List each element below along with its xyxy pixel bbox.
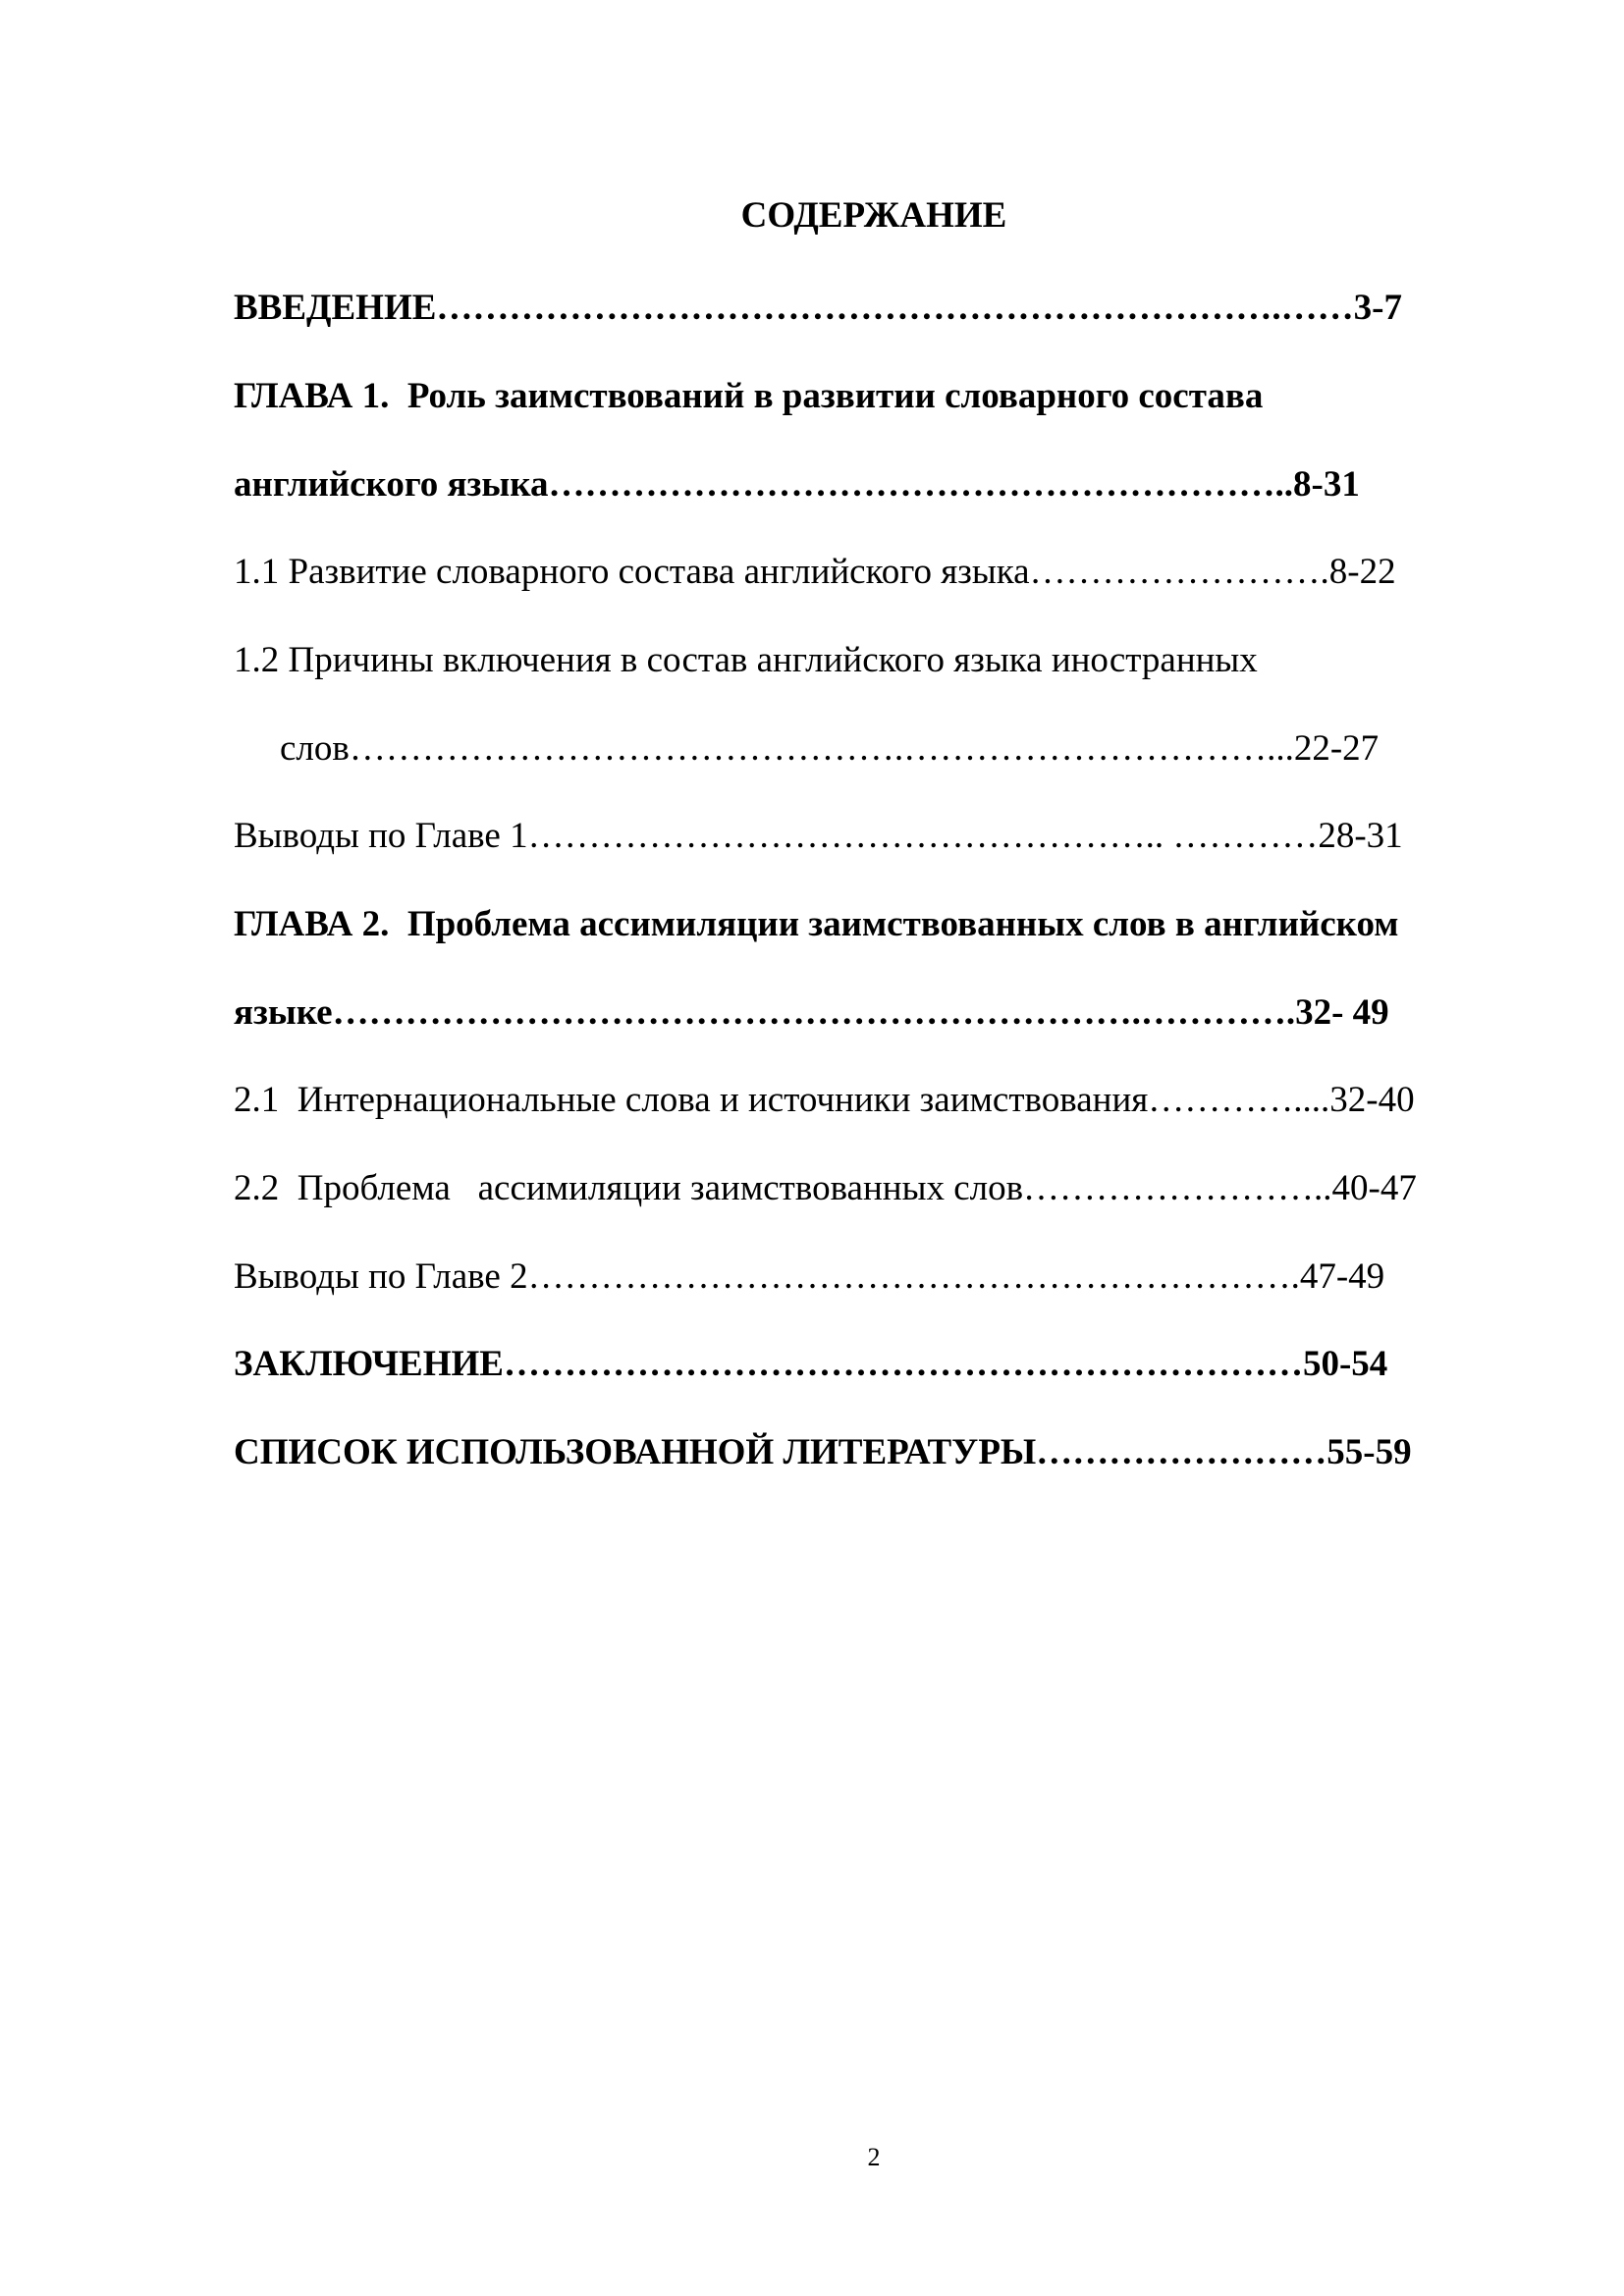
toc-entry-conclusion: ЗАКЛЮЧЕНИЕ…………………………………………………………50-54 bbox=[234, 1344, 1388, 1384]
toc-entry-conclusions-chapter-2: Выводы по Главе 2……………………………………………………….47-49 bbox=[234, 1256, 1385, 1297]
toc-entry-references: СПИСОК ИСПОЛЬЗОВАННОЙ ЛИТЕРАТУРЫ……………………55-59 bbox=[234, 1432, 1412, 1472]
page-number: 2 bbox=[867, 2143, 881, 2171]
toc-entry-conclusions-chapter-1: Выводы по Главе 1…………………………………………….. …………28-31 bbox=[234, 816, 1403, 856]
toc-entry-chapter-2-title-cont: языке………………………………………………………….………….32- 49 bbox=[234, 992, 1389, 1033]
toc-entry-section-2-2: 2.2 Проблема ассимиляции заимствованных слов……………………..40-47 bbox=[234, 1168, 1417, 1208]
toc-entry-chapter-2-title: ГЛАВА 2. Проблема ассимиляции заимствованных слов в английском bbox=[234, 904, 1399, 944]
toc-entry-section-1-2: 1.2 Причины включения в состав английского языка иностранных bbox=[234, 640, 1258, 680]
toc-entry-section-2-1: 2.1 Интернациональные слова и источники заимствования…………....32-40 bbox=[234, 1080, 1415, 1120]
toc-entry-chapter-1-title: ГЛАВА 1. Роль заимствований в развитии словарного состава bbox=[234, 376, 1264, 416]
toc-entry-section-1-2-cont: слов……………………………………….…………………………...22-27 bbox=[280, 728, 1380, 769]
page-title: СОДЕРЖАНИЕ bbox=[740, 195, 1007, 236]
toc-entry-introduction: ВВЕДЕНИЕ…………………………………………………………….……3-7 bbox=[234, 288, 1402, 328]
toc-entry-chapter-1-title-cont: английского языка……………………………………………………..8-31 bbox=[234, 464, 1360, 505]
toc-entry-section-1-1: 1.1 Развитие словарного состава английского языка…………………….8-22 bbox=[234, 552, 1396, 592]
